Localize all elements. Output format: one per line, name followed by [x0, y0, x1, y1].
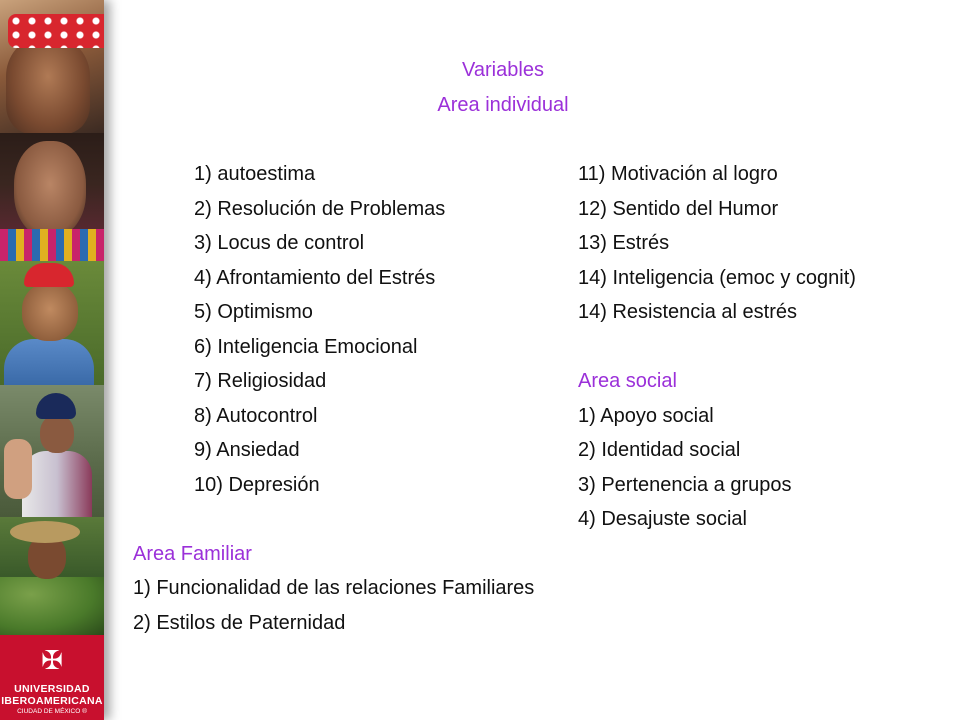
list-item: 5) Optimismo	[194, 301, 313, 323]
photo-elder-man	[0, 0, 104, 133]
list-item: 2) Identidad social	[578, 439, 741, 461]
list-item: 14) Inteligencia (emoc y cognit)	[578, 267, 856, 289]
list-item: 2) Resolución de Problemas	[194, 198, 446, 220]
list-item: 6) Inteligencia Emocional	[194, 336, 418, 358]
logo-line-2: IBEROAMERICANA	[1, 695, 103, 707]
list-item: 1) Apoyo social	[578, 405, 714, 427]
section-heading-familiar: Area Familiar	[133, 543, 252, 565]
list-item: 9) Ansiedad	[194, 439, 300, 461]
list-item: 4) Afrontamiento del Estrés	[194, 267, 436, 289]
list-item: 8) Autocontrol	[194, 405, 318, 427]
photo-woman	[0, 133, 104, 261]
section-heading-social: Area social	[578, 370, 677, 392]
photo-field-worker	[0, 517, 104, 635]
logo-line-1: UNIVERSIDAD	[14, 683, 90, 695]
list-item: 12) Sentido del Humor	[578, 198, 779, 220]
logo-line-3: CIUDAD DE MÉXICO ®	[17, 708, 87, 715]
list-item: 14) Resistencia al estrés	[578, 301, 797, 323]
emblem-icon: ✠	[41, 646, 63, 676]
list-item: 10) Depresión	[194, 474, 320, 496]
list-item: 13) Estrés	[578, 232, 670, 254]
list-item: 3) Pertenencia a grupos	[578, 474, 792, 496]
list-item: 7) Religiosidad	[194, 370, 327, 392]
list-item: 11) Motivación al logro	[578, 163, 778, 185]
list-item: 1) Funcionalidad de las relaciones Familiares	[133, 577, 535, 599]
list-item: 1) autoestima	[194, 163, 316, 185]
photo-strip	[0, 0, 104, 720]
list-item: 2) Estilos de Paternidad	[133, 612, 346, 634]
list-item: 3) Locus de control	[194, 232, 365, 254]
list-item: 4) Desajuste social	[578, 508, 747, 530]
photo-mother-child	[0, 385, 104, 517]
slide-subtitle: Area individual	[437, 94, 569, 116]
slide-title: Variables	[462, 59, 544, 81]
university-logo	[0, 635, 104, 720]
photo-farmer	[0, 261, 104, 385]
